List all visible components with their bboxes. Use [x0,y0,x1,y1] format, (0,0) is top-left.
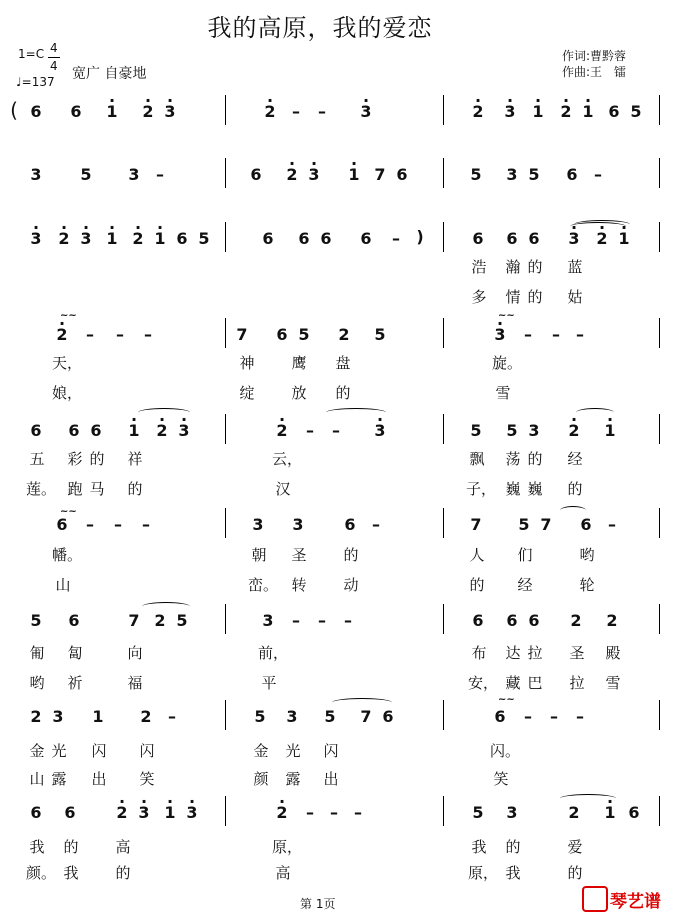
note: – [332,421,340,440]
note: 5 [198,229,210,248]
barline [225,796,226,826]
note: · 1 [578,103,598,121]
note: 2 [568,803,580,822]
note: – [86,515,94,534]
note: 3 [506,165,518,184]
mordent-icon: ~~ [498,310,515,321]
note: 5 [630,102,642,121]
lyric-verse1: 的 [63,838,79,856]
note: 6 [30,421,42,440]
lyric-verse1: 彩 [67,450,83,468]
note: 6 [382,707,394,726]
note: – [116,325,124,344]
note: 5 [470,165,482,184]
note: – [344,611,352,630]
note: · 3 [134,804,154,822]
barline [659,796,660,826]
note: · 1 [102,103,122,121]
note: – [142,515,150,534]
lyric-verse2: 拉 [569,674,585,692]
barline [443,604,444,634]
slur-mark [142,602,190,611]
note: – [524,707,532,726]
lyric-verse1: 的 [505,838,521,856]
note: 3 [252,515,264,534]
note: 7 [360,707,372,726]
lyric-verse1: 五 [29,450,45,468]
lyric-verse1: 拉 [527,644,543,662]
time-signature-bottom: 4 [50,59,58,73]
note: – [354,803,362,822]
lyric-verse2: 经 [517,576,533,594]
lyric-verse1: 荡 [505,450,521,468]
note: 5 [324,707,336,726]
note: 6 [566,165,578,184]
lyric-verse1: 云， [272,450,303,468]
lyric-verse2: 的 [115,864,131,882]
note: · 3 [304,166,324,184]
note: · 3 [500,103,520,121]
note: · 2 [556,103,576,121]
slur-mark [560,506,586,515]
note: · 2 [54,230,74,248]
composer-credit: 作曲:王 镭 [562,65,627,79]
lyric-verse1: 鹰 [291,354,307,372]
lyric-verse1: 高 [115,838,131,856]
lyric-verse2: 的 [127,480,143,498]
note: 5 [470,421,482,440]
note: · 1 [102,230,122,248]
note: 6 [56,515,68,534]
lyric-verse1: 闪 [139,742,155,760]
lyric-verse1: 旋。 [492,354,523,372]
note: 3 [52,707,64,726]
note: · 1 [528,103,548,121]
lyric-verse2: 祈 [67,674,83,692]
song-title: 我的高原，我的爱恋 [207,14,433,42]
note: 5 [518,515,530,534]
barline [443,95,444,125]
barline [659,158,660,188]
note: 2 [154,611,166,630]
note: 6 [608,102,620,121]
note: · 2 [260,103,280,121]
note: · 1 [150,230,170,248]
barline [659,318,660,348]
lyric-verse2: 多 [471,288,487,306]
lyric-verse2: 哟 [29,674,45,692]
lyric-verse1: 匐 [67,644,83,662]
note: 5 [30,611,42,630]
note: 3 [292,515,304,534]
barline [443,222,444,252]
lyric-verse1: 祥 [127,450,143,468]
lyric-verse2: 跑 [67,480,83,498]
barline [225,318,226,348]
lyric-verse2: 露 [285,770,301,788]
lyric-verse2: 汉 [275,480,291,498]
note: – [168,707,176,726]
note: 3 [286,707,298,726]
barline [225,508,226,538]
lyric-verse1: 的 [89,450,105,468]
note: · 3 [26,230,46,248]
note: 3 [262,611,274,630]
expression-marking: 宽广 自豪地 [72,66,147,82]
lyric-verse1: 前， [258,644,289,662]
tempo-marking: ♩=137 [16,75,55,89]
lyric-verse2: 颜 [253,770,269,788]
barline [443,796,444,826]
lyric-verse2: 绽 [239,384,255,402]
barline [443,318,444,348]
note: 6 [360,229,372,248]
note: · 1 [344,166,364,184]
lyric-verse1: 天， [52,354,83,372]
lyric-verse2: 藏 [505,674,521,692]
lyric-verse2: 我 [505,864,521,882]
page-number: 第 1页 [300,897,336,911]
note: – [306,803,314,822]
lyric-verse1: 经 [567,450,583,468]
note: · 2 [52,326,72,344]
lyric-verse1: 浩 [471,258,487,276]
note: · 2 [152,422,172,440]
note: – [86,325,94,344]
barline [443,508,444,538]
note: – [552,325,560,344]
slur-mark [574,220,630,229]
note: 2 [140,707,152,726]
lyric-verse2: 娘， [52,384,83,402]
lyric-verse2: 的 [567,480,583,498]
lyric-verse1: 飘 [469,450,485,468]
note: 5 [506,421,518,440]
lyric-verse2: 的 [469,576,485,594]
lyric-verse2: 露 [51,770,67,788]
lyric-verse1: 圣 [569,644,585,662]
lyric-verse1: 爱 [567,838,583,856]
lyric-verse1: 人 [469,546,485,564]
note: · 1 [124,422,144,440]
time-signature-top: 4 [50,41,58,55]
note: · 1 [600,804,620,822]
note: · 2 [138,103,158,121]
lyric-verse1: 闪。 [490,742,521,760]
open-paren: ( [10,98,18,122]
lyric-verse1: 布 [471,644,487,662]
barline [659,700,660,730]
note: · 3 [160,103,180,121]
note: – [576,325,584,344]
note: 6 [580,515,592,534]
lyric-verse2: 的 [567,864,583,882]
note: 5 [374,325,386,344]
note: 6 [64,803,76,822]
note: 6 [506,611,518,630]
lyric-verse1: 哟 [579,546,595,564]
lyric-verse2: 动 [343,576,359,594]
lyric-verse2: 巍 [505,480,521,498]
lyric-verse1: 原， [272,838,303,856]
note: 6 [70,102,82,121]
note: 6 [344,515,356,534]
slur-mark [326,408,386,417]
lyric-verse1: 朝 [251,546,267,564]
lyric-verse2: 出 [323,770,339,788]
lyric-verse2: 巍 [527,480,543,498]
note: 3 [528,421,540,440]
note: 6 [30,102,42,121]
lyric-verse1: 金 [253,742,269,760]
barline [225,604,226,634]
lyric-verse2: 子， [466,480,497,498]
lyric-verse2: 福 [127,674,143,692]
slur-mark [560,794,616,803]
note: 5 [254,707,266,726]
lyric-verse2: 情 [505,288,521,306]
note: – [550,707,558,726]
note: · 1 [160,804,180,822]
lyric-verse1: 向 [127,644,143,662]
note: – [144,325,152,344]
lyric-verse2: 峦。 [248,576,279,594]
lyric-verse1: 闪 [323,742,339,760]
lyric-verse1: 盘 [335,354,351,372]
close-paren: ) [416,227,424,246]
note: 5 [528,165,540,184]
lyric-verse2: 转 [291,576,307,594]
note: – [330,803,338,822]
note: · 2 [468,103,488,121]
note: 6 [506,229,518,248]
slur-mark [576,408,614,417]
lyric-verse2: 我 [63,864,79,882]
note: 6 [262,229,274,248]
lyric-verse1: 我 [29,838,45,856]
barline [443,158,444,188]
lyric-verse2: 出 [91,770,107,788]
note: 7 [470,515,482,534]
note: · 2 [128,230,148,248]
lyric-verse2: 高 [275,864,291,882]
note: 6 [68,421,80,440]
note: – [392,229,400,248]
note: · 3 [370,422,390,440]
lyric-verse2: 姑 [567,288,583,306]
lyric-verse2: 山 [55,576,71,594]
note: 2 [30,707,42,726]
logo-mark-icon [582,886,608,912]
lyric-verse2: 放 [291,384,307,402]
barline [225,95,226,125]
note: 3 [128,165,140,184]
barline [659,508,660,538]
note: · 3 [490,326,510,344]
note: · 3 [174,422,194,440]
note: – [156,165,164,184]
barline [659,95,660,125]
lyric-verse2: 安， [468,674,499,692]
note: – [318,102,326,121]
note: 5 [298,325,310,344]
barline [659,414,660,444]
note: · 2 [564,422,584,440]
note: 2 [606,611,618,630]
lyric-verse2: 雪 [605,674,621,692]
barline [659,604,660,634]
logo-text: 琴艺谱 [610,892,661,912]
lyric-verse1: 的 [527,258,543,276]
note: 7 [540,515,552,534]
note: · 3 [182,804,202,822]
note: – [608,515,616,534]
note: 6 [90,421,102,440]
note: 5 [80,165,92,184]
note: 2 [570,611,582,630]
lyric-verse1: 幡。 [52,546,83,564]
slur-mark [138,408,190,417]
lyric-verse1: 瀚 [505,258,521,276]
slur-mark [332,698,392,707]
key-signature: 1=C [18,47,45,61]
note: 2 [338,325,350,344]
note: 6 [250,165,262,184]
lyric-verse2: 颜。 [26,864,57,882]
lyric-verse2: 原， [468,864,499,882]
note: · 2 [272,804,292,822]
lyric-verse1: 匍 [29,644,45,662]
note: 6 [176,229,188,248]
note: 6 [472,229,484,248]
note: – [372,515,380,534]
note: 1 [92,707,104,726]
lyric-verse1: 殿 [605,644,621,662]
note: 5 [176,611,188,630]
note: – [292,102,300,121]
note: · 2 [592,230,612,248]
note: 6 [472,611,484,630]
note: · 1 [600,422,620,440]
note: 6 [396,165,408,184]
note: 6 [68,611,80,630]
note: 3 [506,803,518,822]
note: – [292,611,300,630]
note: · 3 [564,230,584,248]
lyric-verse2: 平 [261,674,277,692]
note: 6 [298,229,310,248]
note: – [524,325,532,344]
lyric-verse1: 蓝 [567,258,583,276]
note: 6 [528,229,540,248]
lyric-verse1: 闪 [91,742,107,760]
note: – [594,165,602,184]
barline [225,222,226,252]
lyric-verse1: 神 [239,354,255,372]
mordent-icon: ~~ [498,694,515,705]
note: 6 [494,707,506,726]
note: · 3 [76,230,96,248]
lyric-verse1: 光 [285,742,301,760]
note: – [306,421,314,440]
note: 6 [320,229,332,248]
lyric-verse1: 我 [471,838,487,856]
lyric-verse2: 巴 [527,674,543,692]
barline [225,700,226,730]
lyric-verse2: 的 [335,384,351,402]
note: 7 [374,165,386,184]
lyric-verse1: 的 [343,546,359,564]
lyric-verse1: 们 [517,546,533,564]
barline [225,414,226,444]
lyric-verse2: 马 [89,480,105,498]
barline [659,222,660,252]
note: 3 [30,165,42,184]
note: 6 [528,611,540,630]
note: 6 [628,803,640,822]
note: 7 [236,325,248,344]
lyric-verse1: 光 [51,742,67,760]
note: · 3 [356,103,376,121]
note: – [114,515,122,534]
lyric-verse1: 圣 [291,546,307,564]
barline [443,414,444,444]
note: 5 [472,803,484,822]
lyric-verse1: 达 [505,644,521,662]
lyric-verse1: 的 [527,450,543,468]
mordent-icon: ~~ [60,310,77,321]
note: 7 [128,611,140,630]
barline [225,158,226,188]
lyric-verse2: 笑 [139,770,155,788]
note: 6 [30,803,42,822]
lyric-verse2: 莲。 [26,480,57,498]
lyric-verse2: 笑 [493,770,509,788]
lyric-verse1: 金 [29,742,45,760]
note: · 2 [112,804,132,822]
lyric-verse2: 雪 [495,384,511,402]
note: · 2 [282,166,302,184]
lyric-verse2: 的 [527,288,543,306]
note: · 1 [614,230,634,248]
note: – [576,707,584,726]
note: 6 [276,325,288,344]
lyric-verse2: 轮 [579,576,595,594]
lyric-verse2: 山 [29,770,45,788]
site-logo [582,883,677,913]
lyricist-credit: 作词:曹黔蓉 [562,49,627,63]
mordent-icon: ~~ [60,506,77,517]
note: · 2 [272,422,292,440]
barline [443,700,444,730]
note: – [318,611,326,630]
